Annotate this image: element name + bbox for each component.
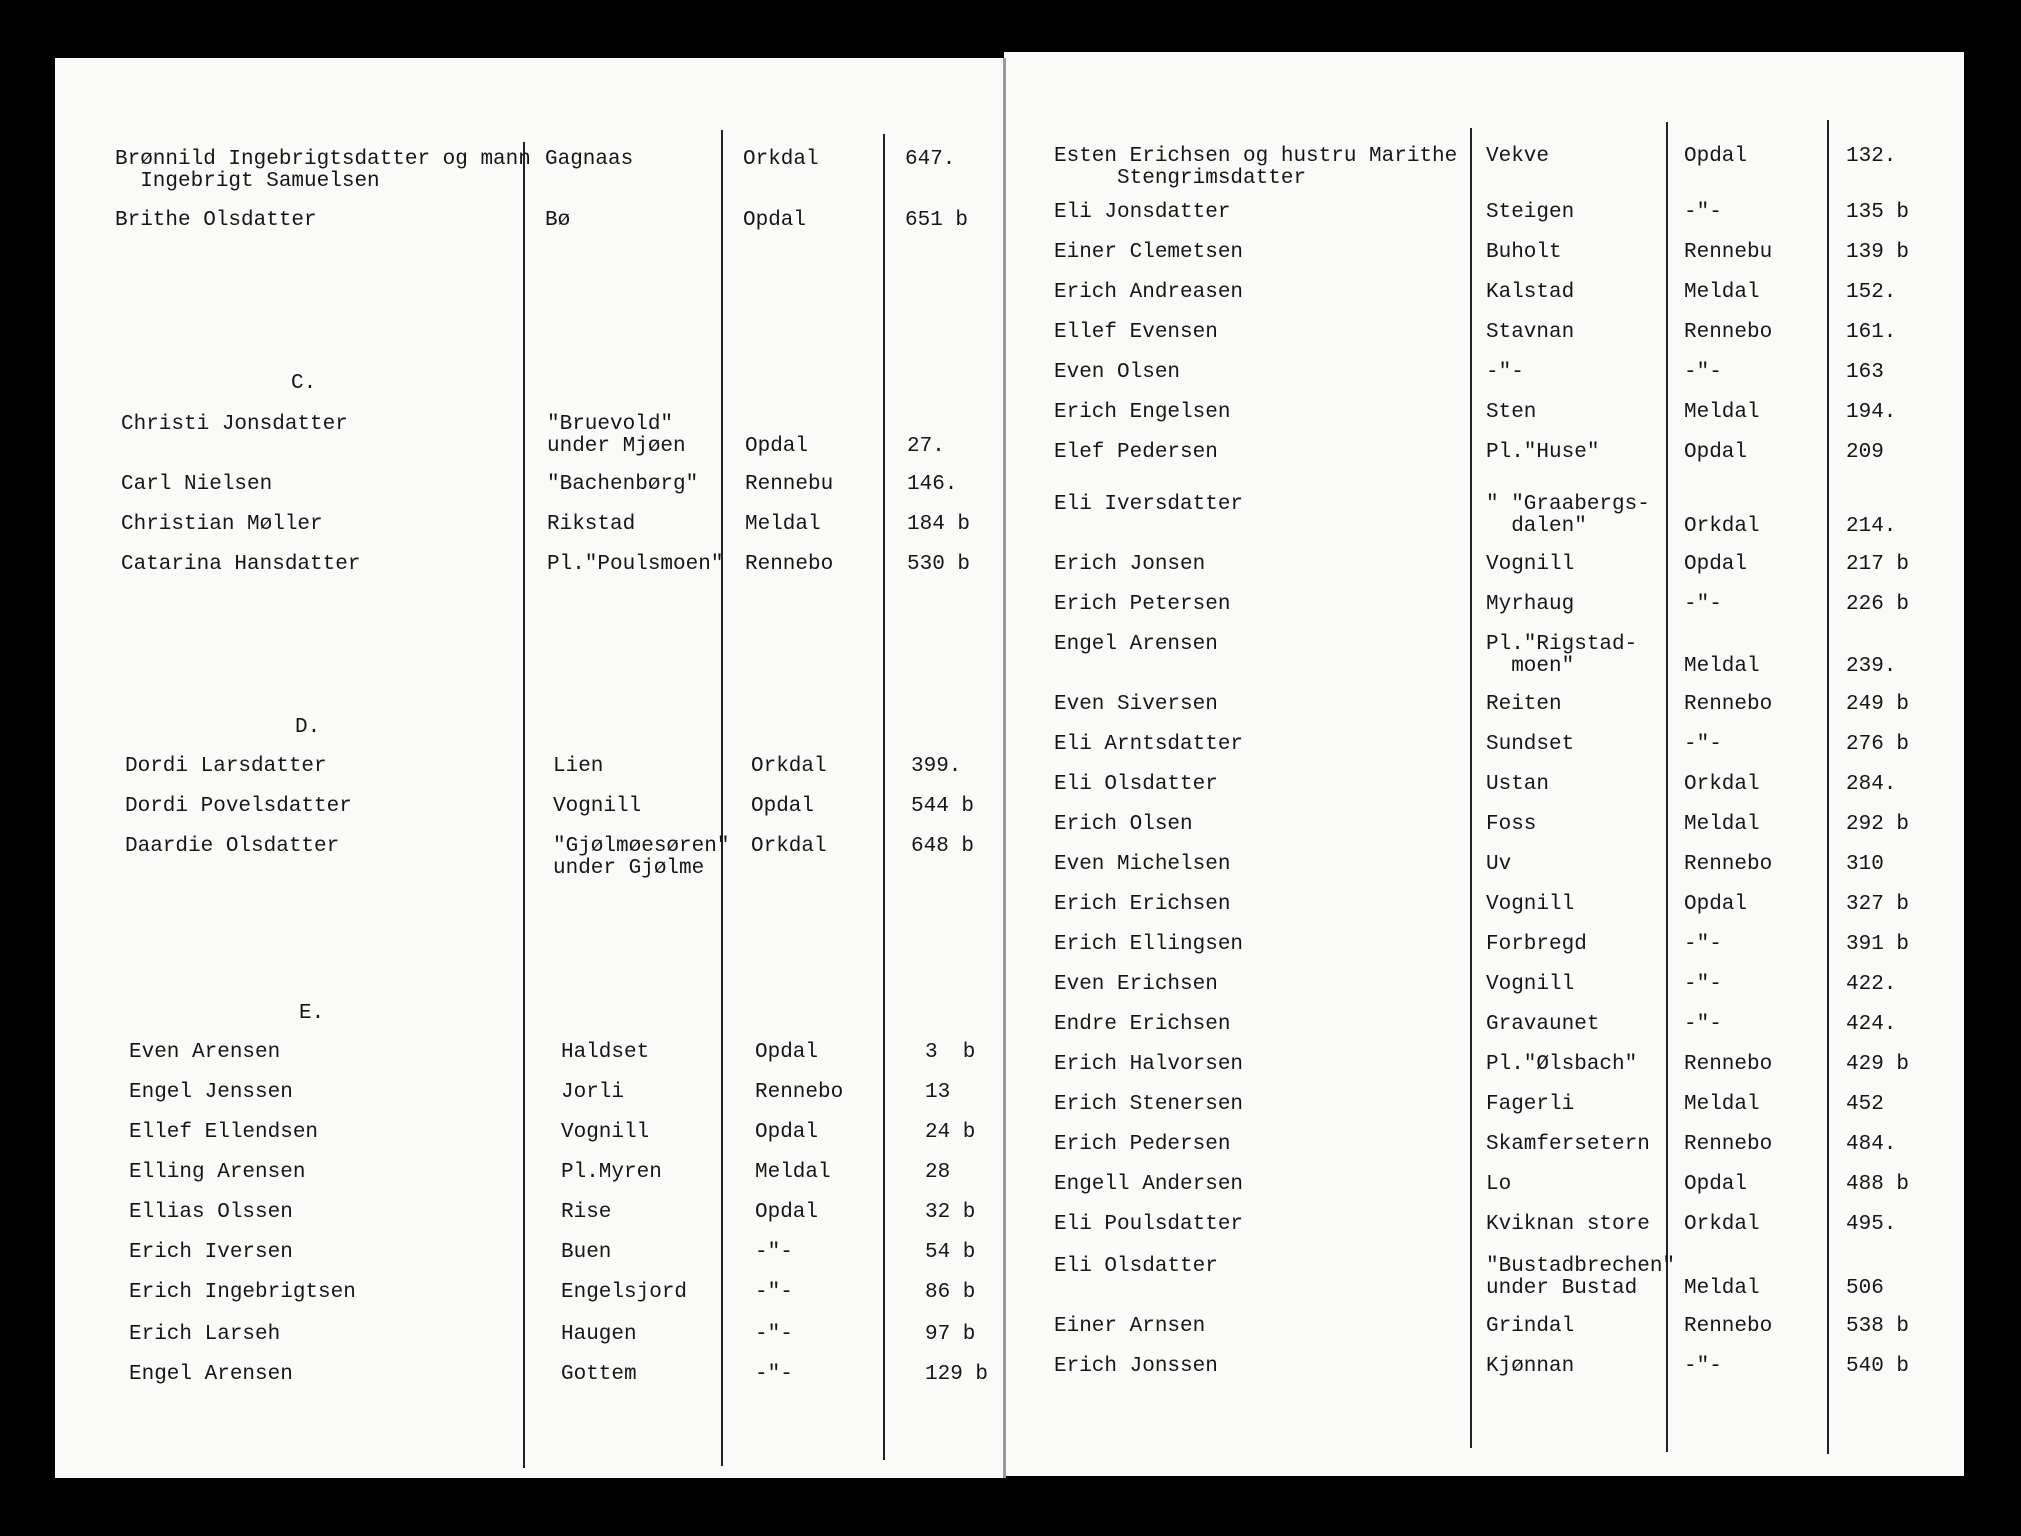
parish-name: Opdal [755, 1201, 819, 1224]
farm-name: Vognill [1486, 553, 1575, 576]
page-number: 292 b [1846, 813, 1910, 836]
register-row [55, 210, 1006, 250]
section-heading-e: E. [299, 1002, 325, 1025]
page-number: 27. [907, 435, 945, 458]
farm-name: Reiten [1486, 693, 1562, 716]
person-name: Engel Arensen [1054, 633, 1218, 656]
person-name: Carl Nielsen [121, 473, 273, 496]
page-number: 429 b [1846, 1053, 1910, 1076]
register-row [1004, 633, 1964, 678]
register-row [55, 1324, 1006, 1364]
page-number: 452 [1846, 1093, 1884, 1116]
page-number: 97 b [925, 1323, 976, 1346]
page-number: 86 b [925, 1281, 976, 1304]
farm-name: "Bruevold" under Mjøen [547, 413, 686, 458]
register-row [1004, 1094, 1964, 1134]
farm-name: Gagnaas [545, 148, 634, 171]
parish-name: -"- [1684, 933, 1722, 956]
person-name: Even Erichsen [1054, 973, 1218, 996]
register-row [55, 413, 1006, 458]
register-row [1004, 974, 1964, 1014]
register-row [1004, 814, 1964, 854]
farm-name: Skamfersetern [1486, 1133, 1650, 1156]
person-name: Einer Arnsen [1054, 1315, 1206, 1338]
register-row [1004, 202, 1964, 242]
farm-name: Vognill [1486, 973, 1575, 996]
person-name: Erich Ingebrigtsen [129, 1281, 356, 1304]
register-row [1004, 894, 1964, 934]
person-name: Even Siversen [1054, 693, 1218, 716]
register-row [55, 148, 1006, 193]
register-row [1004, 734, 1964, 774]
register-row [1004, 774, 1964, 814]
parish-name: Orkdal [743, 148, 819, 171]
parish-name: -"- [1684, 733, 1722, 756]
page-number: 538 b [1846, 1315, 1910, 1338]
register-row [1004, 1134, 1964, 1174]
person-name: Daardie Olsdatter [125, 835, 340, 858]
register-row [1004, 242, 1964, 282]
register-row [55, 474, 1006, 514]
register-row [55, 756, 1006, 796]
person-name: Catarina Hansdatter [121, 553, 361, 576]
farm-name: Vognill [553, 795, 642, 818]
parish-name: Meldal [1684, 813, 1760, 836]
person-name: Esten Erichsen og hustru Marithe Stengrimsdatter [1054, 145, 1458, 190]
page-number: 139 b [1846, 241, 1910, 264]
person-name: Erich Andreasen [1054, 281, 1244, 304]
page-number: 146. [907, 473, 958, 496]
parish-name: Orkdal [1684, 773, 1760, 796]
parish-name: -"- [755, 1281, 793, 1304]
person-name: Ellef Evensen [1054, 321, 1218, 344]
farm-name: Lo [1486, 1173, 1512, 1196]
parish-name: Rennebo [1684, 853, 1773, 876]
page-number: 129 b [925, 1363, 989, 1386]
register-row [55, 796, 1006, 836]
person-name: Erich Engelsen [1054, 401, 1231, 424]
register-row [1004, 493, 1964, 538]
person-name: Eli Olsdatter [1054, 773, 1218, 796]
register-row [55, 554, 1006, 594]
page-number: 651 b [905, 209, 969, 232]
farm-name: Myrhaug [1486, 593, 1575, 616]
register-row [1004, 1316, 1964, 1356]
farm-name: Pl.Myren [561, 1161, 662, 1184]
page-number: 399. [911, 755, 962, 778]
person-name: Erich Halvorsen [1054, 1053, 1244, 1076]
parish-name: Opdal [751, 795, 815, 818]
page-number: 484. [1846, 1133, 1897, 1156]
parish-name: Meldal [755, 1161, 831, 1184]
farm-name: Steigen [1486, 201, 1575, 224]
parish-name: -"- [755, 1323, 793, 1346]
farm-name: Sundset [1486, 733, 1575, 756]
register-row [1004, 282, 1964, 322]
register-row [1004, 402, 1964, 442]
person-name: Erich Petersen [1054, 593, 1231, 616]
farm-name: Gravaunet [1486, 1013, 1600, 1036]
parish-name: Rennebo [1684, 693, 1773, 716]
page-number: 135 b [1846, 201, 1910, 224]
farm-name: Lien [553, 755, 604, 778]
register-row [55, 1242, 1006, 1282]
person-name: Erich Jonsen [1054, 553, 1206, 576]
register-row [55, 1162, 1006, 1202]
parish-name: -"- [1684, 593, 1722, 616]
parish-name: Rennebo [1684, 1053, 1773, 1076]
person-name: Eli Jonsdatter [1054, 201, 1231, 224]
register-row [55, 1282, 1006, 1322]
page-number: 184 b [907, 513, 971, 536]
parish-name: Opdal [1684, 553, 1748, 576]
person-name: Elling Arensen [129, 1161, 306, 1184]
register-row [55, 1082, 1006, 1122]
parish-name: Opdal [1684, 145, 1748, 168]
parish-name: Rennebo [1684, 321, 1773, 344]
parish-name: -"- [1684, 973, 1722, 996]
page-number: 28 [925, 1161, 951, 1184]
parish-name: -"- [755, 1363, 793, 1386]
parish-name: -"- [1684, 201, 1722, 224]
person-name: Eli Poulsdatter [1054, 1213, 1244, 1236]
parish-name: -"- [755, 1241, 793, 1264]
farm-name: Jorli [561, 1081, 625, 1104]
farm-name: -"- [1486, 361, 1524, 384]
register-row [1004, 1014, 1964, 1054]
register-row [55, 1042, 1006, 1082]
section-heading-c: C. [291, 372, 317, 395]
farm-name: Foss [1486, 813, 1537, 836]
register-row [1004, 1356, 1964, 1396]
register-row [55, 835, 1006, 880]
farm-name: Kviknan store [1486, 1213, 1650, 1236]
person-name: Engell Andersen [1054, 1173, 1244, 1196]
farm-name: Vognill [1486, 893, 1575, 916]
farm-name: Pl."Huse" [1486, 441, 1600, 464]
parish-name: Orkdal [1684, 515, 1760, 538]
person-name: Erich Larseh [129, 1323, 281, 1346]
section-heading-d: D. [295, 716, 321, 739]
parish-name: Rennebu [745, 473, 834, 496]
parish-name: Meldal [1684, 655, 1760, 678]
page-number: 214. [1846, 515, 1897, 538]
person-name: Eli Iversdatter [1054, 493, 1244, 516]
farm-name: "Bustadbrechen" under Bustad [1486, 1255, 1676, 1300]
page-number: 506 [1846, 1277, 1884, 1300]
register-row [1004, 1255, 1964, 1300]
person-name: Christi Jonsdatter [121, 413, 348, 436]
parish-name: Meldal [745, 513, 821, 536]
parish-name: Rennebu [1684, 241, 1773, 264]
farm-name: Pl."Ølsbach" [1486, 1053, 1638, 1076]
farm-name: Haldset [561, 1041, 650, 1064]
farm-name: Forbregd [1486, 933, 1587, 956]
parish-name: Meldal [1684, 401, 1760, 424]
page-number: 391 b [1846, 933, 1910, 956]
person-name: Ellef Ellendsen [129, 1121, 319, 1144]
farm-name: "Gjølmøesøren" under Gjølme [553, 835, 730, 880]
page-number: 495. [1846, 1213, 1897, 1236]
person-name: Engel Jenssen [129, 1081, 293, 1104]
parish-name: Meldal [1684, 281, 1760, 304]
parish-name: Rennebo [1684, 1133, 1773, 1156]
page-number: 327 b [1846, 893, 1910, 916]
farm-name: Grindal [1486, 1315, 1575, 1338]
farm-name: Kalstad [1486, 281, 1575, 304]
register-row [1004, 854, 1964, 894]
page-number: 161. [1846, 321, 1897, 344]
page-number: 24 b [925, 1121, 976, 1144]
register-row [1004, 442, 1964, 482]
parish-name: -"- [1684, 1013, 1722, 1036]
page-number: 530 b [907, 553, 971, 576]
parish-name: Orkdal [751, 755, 827, 778]
person-name: Even Olsen [1054, 361, 1181, 384]
person-name: Brønnild Ingebrigtsdatter og mann Ingebrigt Samuelsen [115, 148, 531, 193]
person-name: Dordi Povelsdatter [125, 795, 352, 818]
parish-name: Opdal [1684, 441, 1748, 464]
page-number: 249 b [1846, 693, 1910, 716]
register-row [55, 1122, 1006, 1162]
farm-name: Haugen [561, 1323, 637, 1346]
farm-name: Rikstad [547, 513, 636, 536]
register-row [1004, 554, 1964, 594]
farm-name: Buen [561, 1241, 612, 1264]
page-number: 540 b [1846, 1355, 1910, 1378]
page-number: 424. [1846, 1013, 1897, 1036]
farm-name: Buholt [1486, 241, 1562, 264]
farm-name: Rise [561, 1201, 612, 1224]
page-number: 54 b [925, 1241, 976, 1264]
parish-name: Meldal [1684, 1277, 1760, 1300]
parish-name: Opdal [745, 435, 809, 458]
person-name: Ellias Olssen [129, 1201, 293, 1224]
person-name: Einer Clemetsen [1054, 241, 1244, 264]
parish-name: Opdal [1684, 893, 1748, 916]
farm-name: Pl."Rigstad- moen" [1486, 633, 1638, 678]
farm-name: Sten [1486, 401, 1537, 424]
farm-name: Vekve [1486, 145, 1550, 168]
page-number: 32 b [925, 1201, 976, 1224]
person-name: Erich Stenersen [1054, 1093, 1244, 1116]
page-number: 152. [1846, 281, 1897, 304]
farm-name: Bø [545, 209, 571, 232]
parish-name: Opdal [755, 1041, 819, 1064]
person-name: Eli Olsdatter [1054, 1255, 1218, 1278]
farm-name: Stavnan [1486, 321, 1575, 344]
register-row [1004, 1054, 1964, 1094]
register-row [1004, 594, 1964, 634]
parish-name: Meldal [1684, 1093, 1760, 1116]
farm-name: Vognill [561, 1121, 650, 1144]
farm-name: Gottem [561, 1363, 637, 1386]
farm-name: Engelsjord [561, 1281, 688, 1304]
page-number: 194. [1846, 401, 1897, 424]
person-name: Elef Pedersen [1054, 441, 1218, 464]
page-number: 422. [1846, 973, 1897, 996]
farm-name: " "Graabergs- dalen" [1486, 493, 1650, 538]
person-name: Even Arensen [129, 1041, 281, 1064]
person-name: Erich Olsen [1054, 813, 1193, 836]
left-page [55, 58, 1006, 1478]
register-row [55, 1364, 1006, 1404]
parish-name: Rennebo [745, 553, 834, 576]
farm-name: Uv [1486, 853, 1512, 876]
right-page [1004, 52, 1964, 1476]
parish-name: -"- [1684, 361, 1722, 384]
page-fold [1003, 58, 1006, 1478]
farm-name: Kjønnan [1486, 1355, 1575, 1378]
page-number: 226 b [1846, 593, 1910, 616]
parish-name: Rennebo [1684, 1315, 1773, 1338]
page-number: 544 b [911, 795, 975, 818]
person-name: Erich Pedersen [1054, 1133, 1231, 1156]
parish-name: -"- [1684, 1355, 1722, 1378]
person-name: Even Michelsen [1054, 853, 1231, 876]
page-number: 648 b [911, 835, 975, 858]
farm-name: Ustan [1486, 773, 1550, 796]
page-number: 310 [1846, 853, 1884, 876]
person-name: Endre Erichsen [1054, 1013, 1231, 1036]
farm-name: Pl."Poulsmoen" [547, 553, 724, 576]
parish-name: Rennebo [755, 1081, 844, 1104]
person-name: Dordi Larsdatter [125, 755, 327, 778]
page-number: 239. [1846, 655, 1897, 678]
page-number: 132. [1846, 145, 1897, 168]
register-row [55, 1202, 1006, 1242]
page-number: 488 b [1846, 1173, 1910, 1196]
farm-name: "Bachenbørg" [547, 473, 699, 496]
register-row [1004, 694, 1964, 734]
register-row [1004, 322, 1964, 362]
register-row [1004, 145, 1964, 190]
page-number: 163 [1846, 361, 1884, 384]
person-name: Engel Arensen [129, 1363, 293, 1386]
parish-name: Opdal [1684, 1173, 1748, 1196]
parish-name: Orkdal [1684, 1213, 1760, 1236]
farm-name: Fagerli [1486, 1093, 1575, 1116]
parish-name: Opdal [743, 209, 807, 232]
person-name: Erich Erichsen [1054, 893, 1231, 916]
register-row [55, 514, 1006, 554]
person-name: Erich Iversen [129, 1241, 293, 1264]
person-name: Erich Ellingsen [1054, 933, 1244, 956]
register-row [1004, 1174, 1964, 1214]
person-name: Christian Møller [121, 513, 323, 536]
page-number: 284. [1846, 773, 1897, 796]
page-number: 13 [925, 1081, 951, 1104]
person-name: Brithe Olsdatter [115, 209, 317, 232]
parish-name: Orkdal [751, 835, 827, 858]
person-name: Erich Jonssen [1054, 1355, 1218, 1378]
register-row [1004, 934, 1964, 974]
parish-name: Opdal [755, 1121, 819, 1144]
page-number: 217 b [1846, 553, 1910, 576]
page-number: 276 b [1846, 733, 1910, 756]
register-row [1004, 1214, 1964, 1254]
page-number: 3 b [925, 1041, 976, 1064]
register-row [1004, 362, 1964, 402]
person-name: Eli Arntsdatter [1054, 733, 1244, 756]
page-number: 647. [905, 148, 956, 171]
page-number: 209 [1846, 441, 1884, 464]
